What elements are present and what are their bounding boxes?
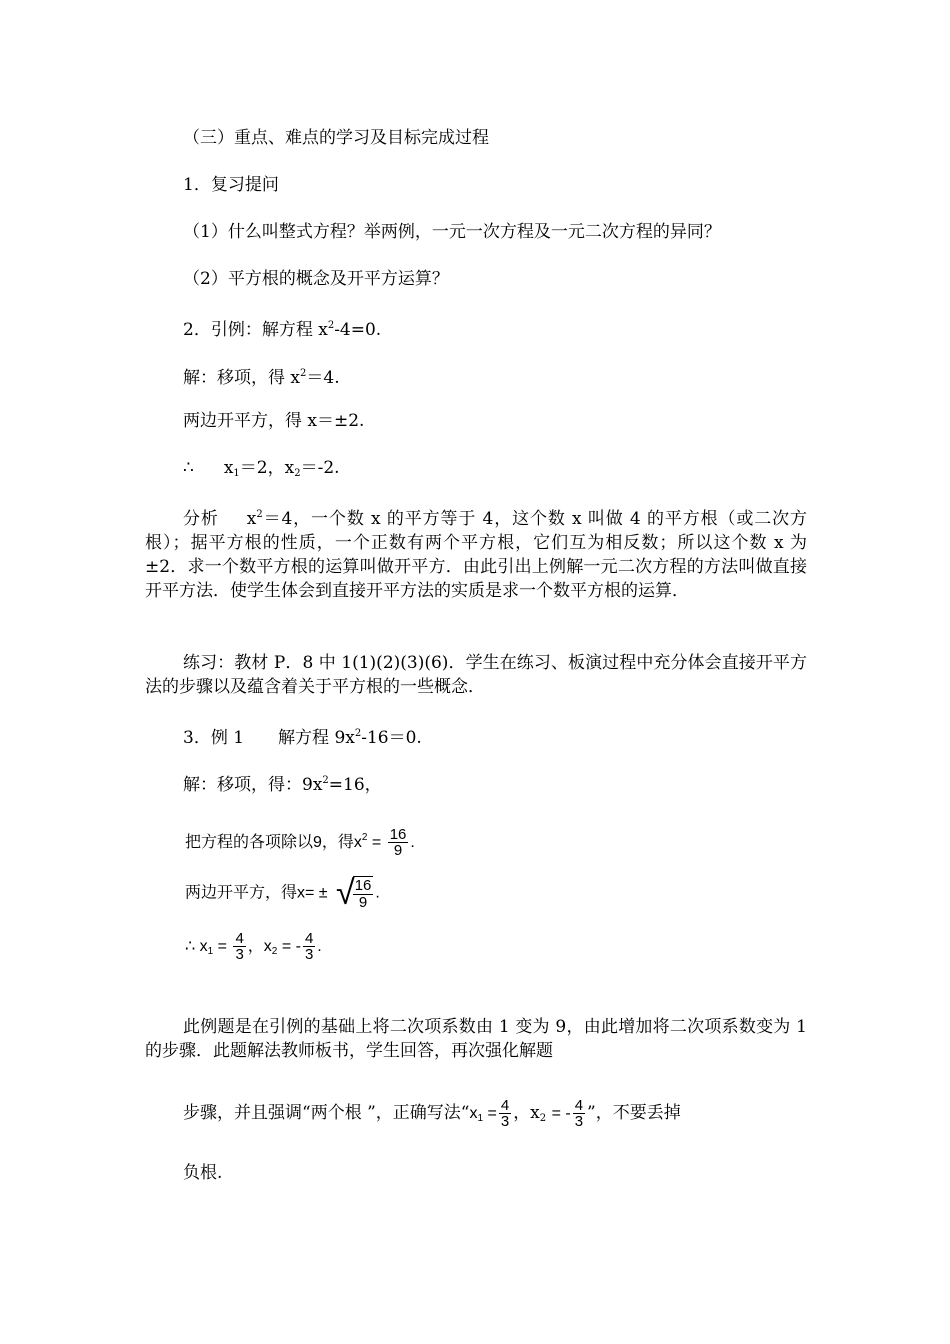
math-x1 [469,1096,513,1131]
denominator: 9 [353,894,374,911]
intro-step-1-text-a: 解：移项，得 x [183,368,300,388]
fraction-4-3 [499,1098,511,1131]
comment-line-2-text-a: 步骤，并且强调“两个根 ”，正确写法“ [183,1103,470,1123]
equals-sign: = [217,938,227,955]
intro-heading-text-a: 2．引例：解方程 x [183,320,328,340]
fraction-4-3 [233,931,245,964]
denominator: 3 [235,946,244,964]
roots-text-b: ＝-2. [300,458,340,478]
fraction-4-3 [303,931,315,964]
example1-step-3 [185,868,380,918]
intro-heading-text-b: -4=0. [334,320,382,340]
subscript: 1 [233,468,240,479]
radical-sign: √ [336,874,355,912]
review-heading: 1．复习提问 [183,175,279,195]
equals-minus: = - [551,1105,571,1122]
example1-step-2 [185,815,415,866]
exponent: 2 [256,509,263,520]
numerator: 4 [304,929,314,947]
period: . [375,884,380,902]
analysis-paragraph [145,503,807,603]
exponent: 2 [361,832,368,843]
practice-paragraph: 练习：教材 P．8 中 1(1)(2)(3)(6)．学生在练习、板演过程中充分体会直接开平方法的步骤以及蕴含着关于平方根的一些概念． [145,653,807,697]
comment-line-2-mid: ，x [513,1103,540,1123]
example1-step-1-text-b: =16， [328,775,382,795]
denominator: 9 [388,842,409,859]
denominator: 3 [500,1113,510,1131]
analysis-text-a: x [246,509,257,529]
example1-step-1 [183,769,382,797]
exponent: 2 [327,320,335,331]
fraction-16-9 [388,827,409,860]
denominator: 3 [304,946,314,964]
example1-heading [183,722,422,750]
analysis-label: 分析 [183,509,219,529]
x-symbol: x [469,1105,478,1122]
example1-step-3-text-a: 两边开平方，得x= ± [185,884,328,902]
section-title: （三）重点、难点的学习及目标完成过程 [183,128,489,148]
subscript: 2 [294,468,301,479]
roots-text-a: ＝2，x [239,458,295,478]
example1-heading-text-b: -16＝0. [361,728,422,748]
intro-roots [183,456,340,486]
intro-step-2: 两边开平方，得 x＝±2. [183,411,365,431]
equals-sign: = [487,1105,497,1122]
review-question-1: （1）什么叫整式方程？举两例，一元一次方程及一元二次方程的异同？ [183,222,721,242]
numerator: 16 [389,825,407,843]
math-x2 [551,1096,587,1131]
numerator: 4 [574,1096,584,1114]
subscript: 2 [271,946,278,957]
fraction-4-3 [573,1098,585,1131]
square-root [336,868,375,918]
period: . [317,938,322,955]
equals-minus: = - [281,938,301,955]
intro-step-1-text-b: ＝4. [306,368,340,388]
period: . [410,834,415,851]
comment-line-2 [183,1090,681,1142]
example1-step-4 [185,924,322,975]
therefore-symbol: ∴ [183,458,194,478]
subscript: 1 [207,946,214,957]
exponent: 2 [322,775,329,786]
exponent: 2 [300,368,307,379]
equals-sign: = [371,834,382,851]
numerator: 4 [235,929,244,947]
example1-step-4-text-c: ，x [247,938,272,955]
example1-step-2-text-a: 把方程的各项除以9，得x [185,834,362,851]
example1-step-4-text-a: ∴ x [185,938,208,955]
denominator: 3 [574,1113,584,1131]
comment-line-3: 负根. [183,1163,223,1183]
numerator: 16 [354,876,372,894]
roots-x: x [223,458,234,478]
comment-line-2-end: ”，不要丢掉 [587,1103,681,1123]
intro-heading [183,314,381,342]
intro-step-1 [183,362,340,390]
numerator: 4 [500,1096,510,1114]
comment-paragraph: 此例题是在引例的基础上将二次项系数由 1 变为 9，由此增加将二次项系数变为 1 的步骤．此题解法教师板书，学生回答，再次强化解题 [145,1017,807,1061]
subscript: 2 [539,1113,547,1124]
review-question-2: （2）平方根的概念及开平方运算？ [183,269,449,289]
subscript: 1 [477,1113,484,1124]
exponent: 2 [354,728,362,739]
analysis-text-b: ＝4，一个数 x 的平方等于 4，这个数 x 叫做 4 的平方根（或二次方根）；据平方根的性质，一个正数有两个平方根，它们互为相反数；所以这个数 x 为±2．求一个数平方根的运算叫做开平方．由此引出上例解一元二次方程的方法叫做直接开平方法．使学生体会到直接开平方法的实质是求一个数平方根的运算． [145,509,808,601]
example1-heading-text-a: 3．例 1 解方程 9x [183,728,355,748]
example1-step-1-text-a: 解：移项，得：9x [183,775,323,795]
fraction-16-9 [353,876,374,911]
